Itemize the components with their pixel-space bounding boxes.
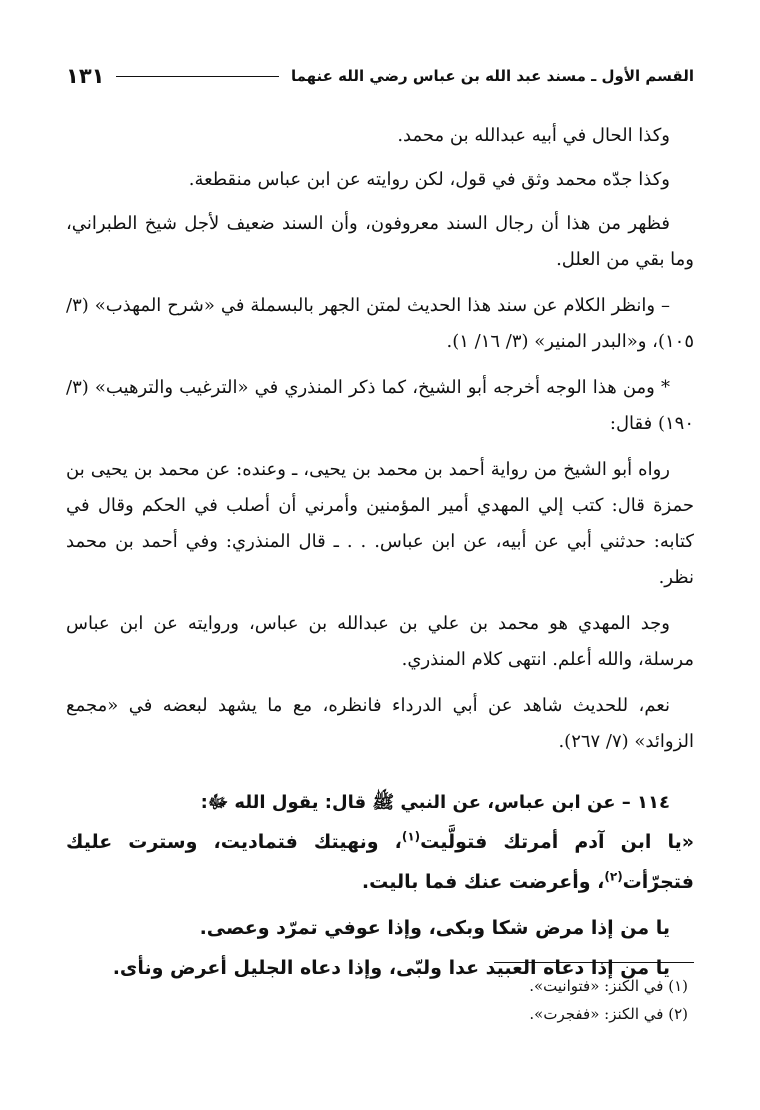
paragraph: وكذا الحال في أبيه عبدالله بن محمد. bbox=[397, 125, 670, 146]
hadith-text bbox=[66, 822, 694, 902]
hadith-text-part: «يا ابن آدم أمرتك فتولَّيت bbox=[420, 831, 694, 853]
paragraph: وجد المهدي هو محمد بن علي بن عبدالله بن عباس، وروايته عن ابن عباس مرسلة، والله أعلم. انتهى كلام المنذري. bbox=[66, 613, 694, 670]
footnote-rule bbox=[494, 962, 694, 963]
paragraph: رواه أبو الشيخ من رواية أحمد بن محمد بن يحيى، ـ وعنده: عن محمد بن يحيى بن حمزة قال: كتب إلي المهدي أمير المؤمنين وأمرني أن أصلب في الحكم وقال في كتابه: حدثني أبي عن أبيه، عن ابن عباس. . . ـ قال المنذري: وفي أحمد بن محمد نظر. bbox=[66, 459, 694, 588]
paragraph: – وانظر الكلام عن سند هذا الحديث لمتن الجهر بالبسملة في «شرح المهذب» (٣/ ١٠٥)، و«البدر المنير» (٣/ ١٦/ ١). bbox=[66, 295, 694, 352]
paragraph: فظهر من هذا أن رجال السند معروفون، وأن السند ضعيف لأجل شيخ الطبراني، وما بقي من العلل. bbox=[66, 213, 694, 270]
paragraph: وكذا جدّه محمد وثق في قول، لكن روايته عن ابن عباس منقطعة. bbox=[188, 169, 670, 190]
main-text bbox=[66, 118, 694, 988]
hadith-text-part: ، وأعرضت عنك فما باليت. bbox=[361, 871, 605, 893]
footnote-ref[interactable]: (١) bbox=[401, 829, 421, 844]
paragraph: * ومن هذا الوجه أخرجه أبو الشيخ، كما ذكر المنذري في «الترغيب والترهيب» (٣/ ١٩٠) فقال: bbox=[66, 377, 694, 434]
running-title: القسم الأول ـ مسند عبد الله بن عباس رضي الله عنهما bbox=[290, 67, 694, 85]
header-rule bbox=[116, 76, 278, 77]
footnote-ref[interactable]: (٢) bbox=[604, 869, 623, 884]
hadith-line: يا من إذا دعاه العبيد عدا ولبّى، وإذا دعاه الجليل أعرض ونأى. bbox=[112, 957, 670, 979]
running-header bbox=[66, 62, 694, 90]
paragraph: نعم، للحديث شاهد عن أبي الدرداء فانظره، مع ما يشهد لبعضه في «مجمع الزوائد» (٧/ ٢٦٧). bbox=[66, 695, 694, 752]
hadith-heading: ١١٤ – عن ابن عباس، عن النبي ﷺ قال: يقول الله ﷻ: bbox=[200, 792, 670, 813]
footnotes bbox=[66, 972, 694, 1028]
footnote: (١) في الكنز: «فتوانيت». bbox=[529, 977, 688, 995]
hadith-text-part: ، ونهيتك فتماديت، وسترت عليك فتجرّأت bbox=[66, 831, 694, 893]
footnote: (٢) في الكنز: «ففجرت». bbox=[529, 1005, 688, 1023]
hadith-line: يا من إذا مرض شكا وبكى، وإذا عوفي تمرّد وعصى. bbox=[199, 917, 670, 939]
page-number: ١٣١ bbox=[66, 64, 105, 88]
